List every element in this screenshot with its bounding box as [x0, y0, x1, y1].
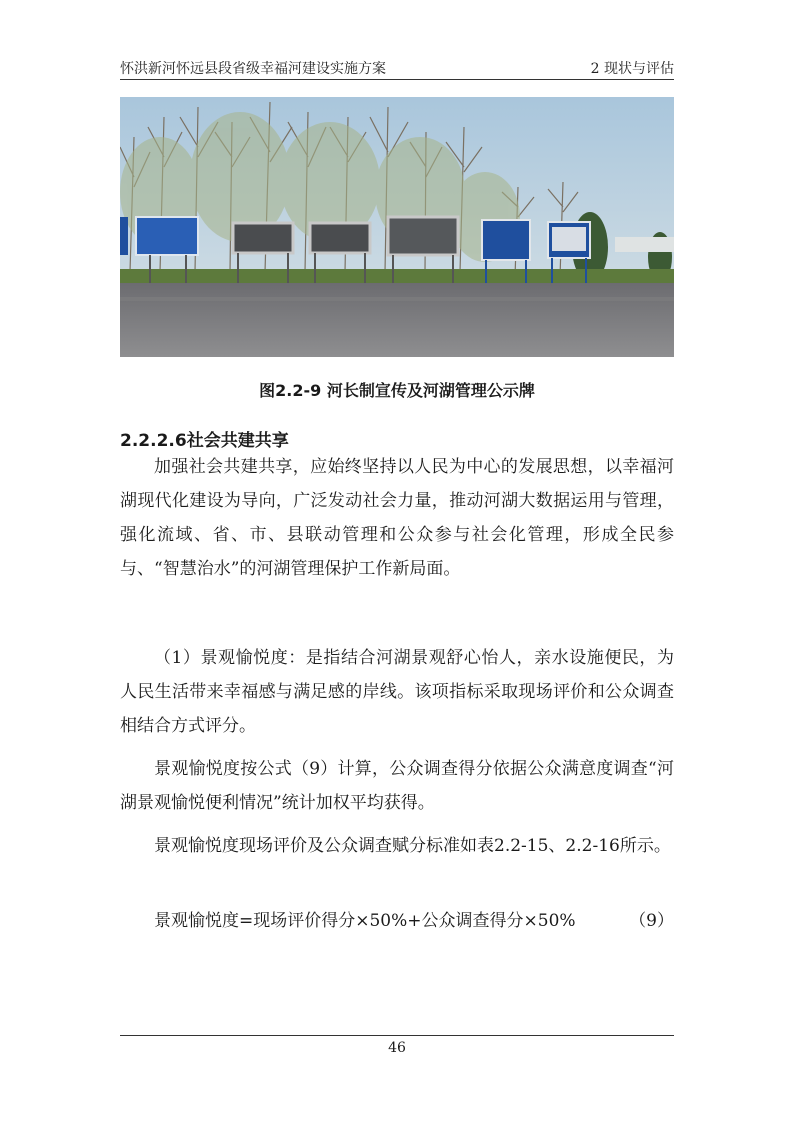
formula: 景观愉悦度=现场评价得分×50%+公众调查得分×50%: [154, 911, 576, 931]
formula-number: （9）: [629, 911, 674, 931]
figure-caption: 图2.2-9 河长制宣传及河湖管理公示牌: [259, 381, 535, 400]
paragraph-formula-reference: 景观愉悦度按公式（9）计算，公众调查得分依据公众满意度调查“河湖景观愉悦便利情况”统计加权平均获得。: [120, 759, 674, 813]
header-rule: [120, 79, 674, 80]
formula-line: [120, 904, 674, 938]
paragraph-scoring-tables: 景观愉悦度现场评价及公众调查赋分标准如表2.2-15、2.2-16所示。: [154, 836, 671, 856]
chapter-title: 2 现状与评估: [590, 61, 674, 77]
river-signboards-photo: [120, 97, 674, 357]
paragraph-landscape-definition: （1）景观愉悦度：是指结合河湖景观舒心怡人，亲水设施便民，为人民生活带来幸福感与满足感的岸线。该项指标采取现场评价和公众调查相结合方式评分。: [120, 648, 674, 736]
running-header: [120, 54, 674, 78]
paragraph-intro: 加强社会共建共享，应始终坚持以人民为中心的发展思想，以幸福河湖现代化建设为导向，广泛发动社会力量，推动河湖大数据运用与管理，强化流域、省、市、县联动管理和公众参与社会化管理，形成全民参与、“智慧治水”的河湖管理保护工作新局面。: [120, 457, 674, 579]
section-heading: 2.2.2.6社会共建共享: [120, 431, 289, 451]
footer-rule: [120, 1035, 674, 1036]
page-number: 46: [388, 1040, 406, 1056]
document-title: 怀洪新河怀远县段省级幸福河建设实施方案: [120, 61, 386, 77]
